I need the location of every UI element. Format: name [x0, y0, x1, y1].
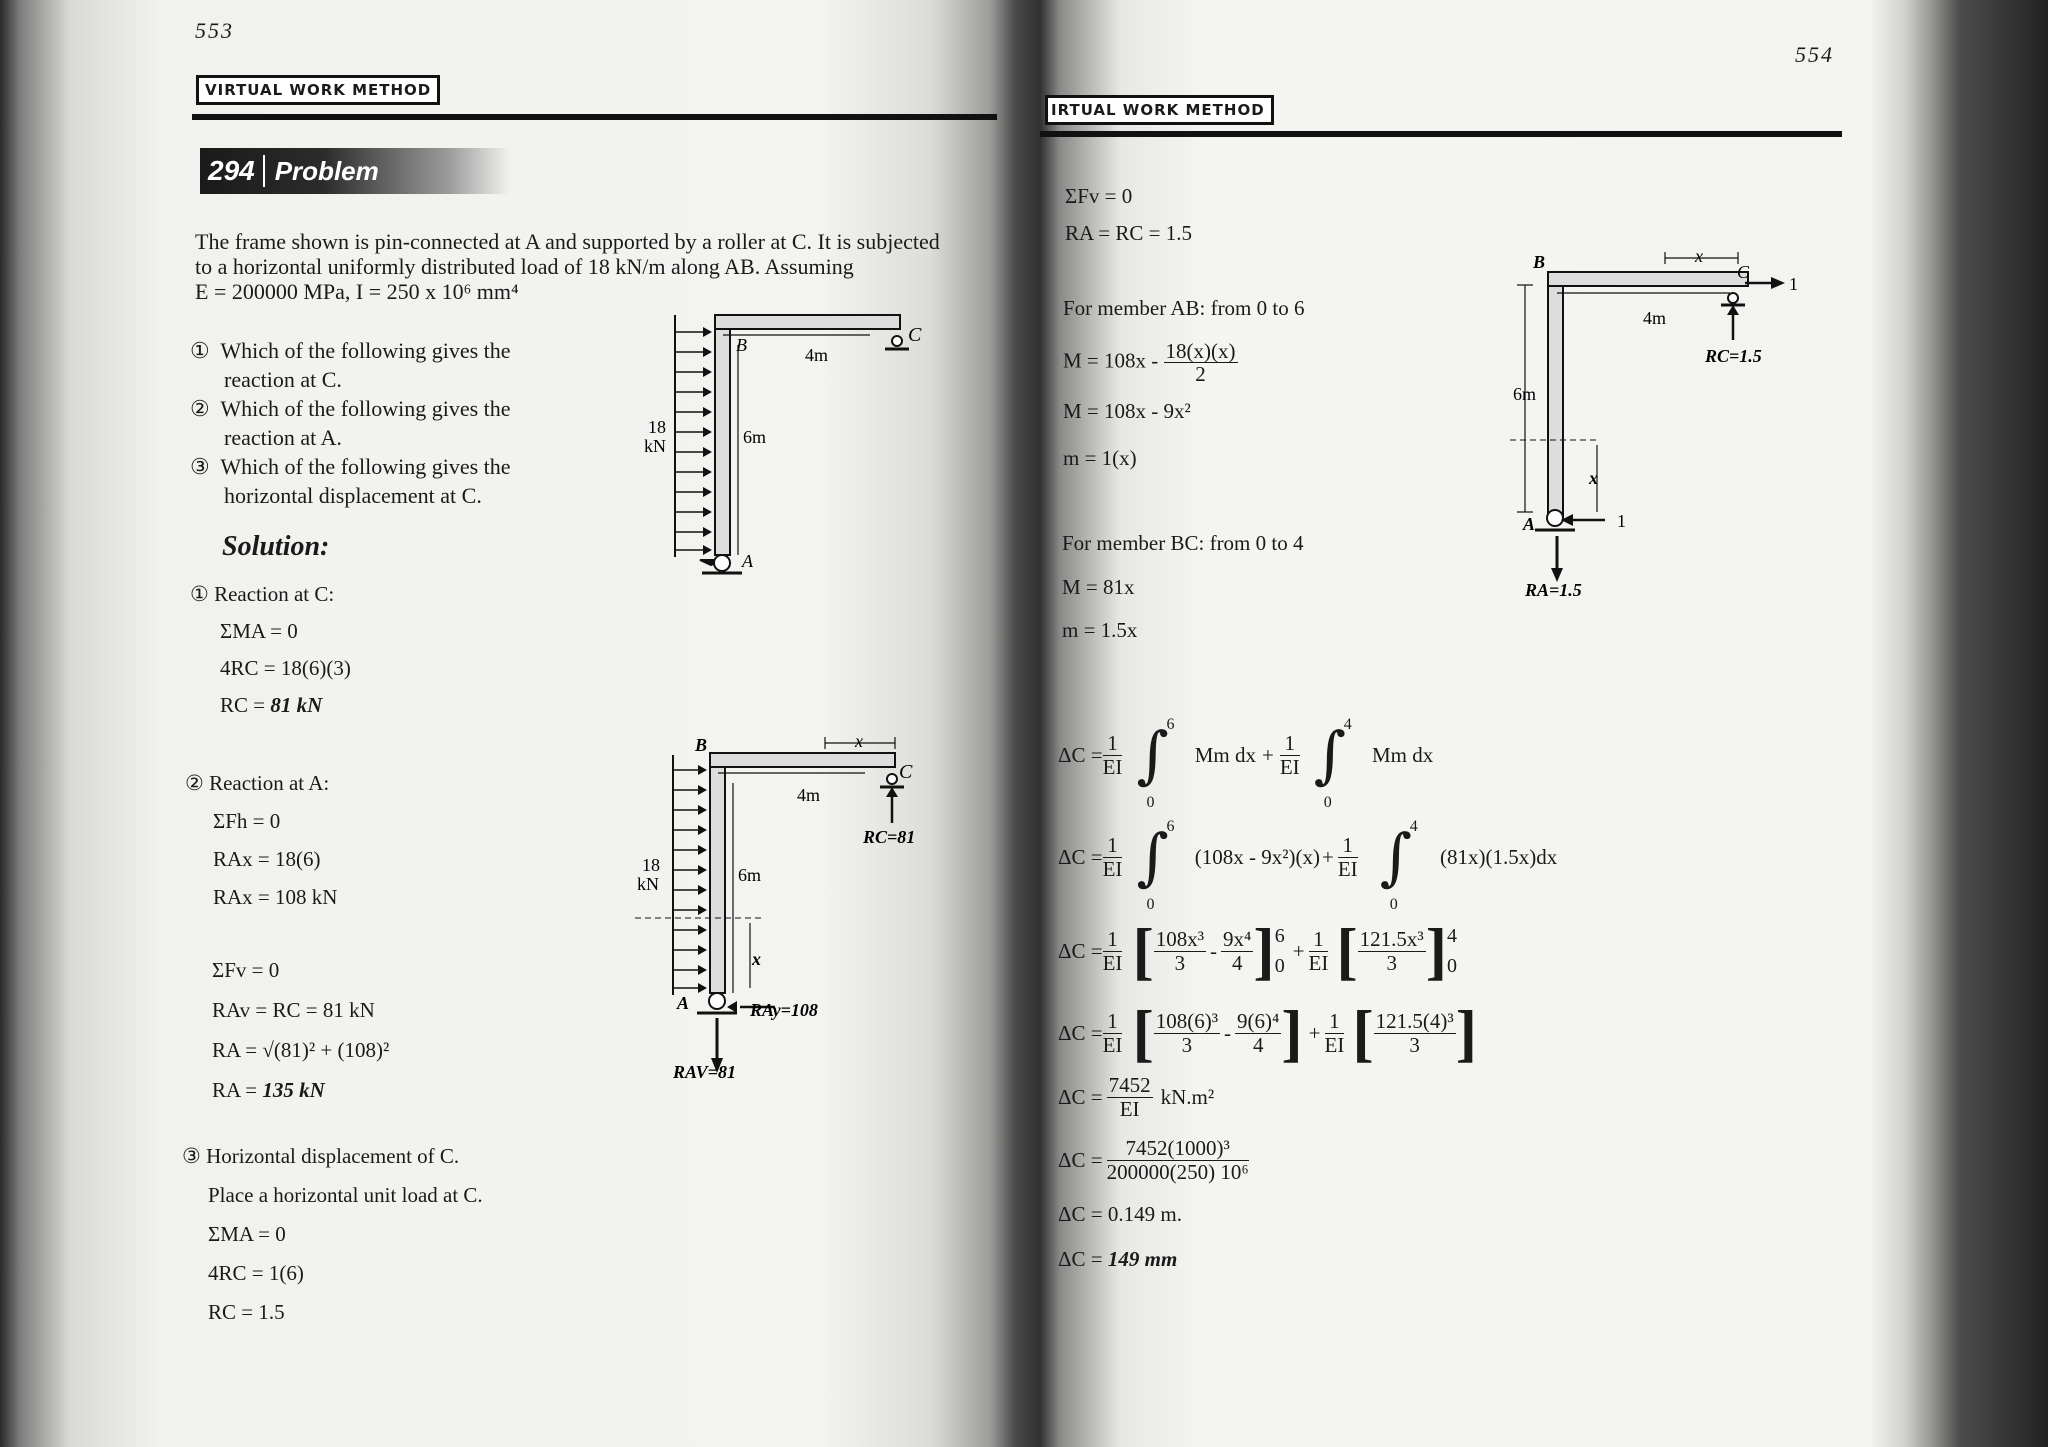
udl-arrows	[675, 332, 710, 550]
dim-width: 4m	[805, 345, 829, 365]
frac-num: 108(6)³	[1155, 1009, 1219, 1034]
den-ei: EI	[1102, 856, 1123, 881]
header-rule-right	[1040, 131, 1842, 137]
eq-8	[1058, 1247, 1177, 1272]
part-3-line: Place a horizontal unit load at C.	[208, 1183, 483, 1207]
label-b: B	[695, 735, 708, 755]
frac-den: 3	[1386, 950, 1397, 975]
limit-lower: 0	[1146, 794, 1155, 811]
dim-width: 4m	[797, 785, 821, 805]
page-number-right: 554	[1795, 42, 1834, 67]
equation-line: RA = RC = 1.5	[1065, 221, 1192, 245]
page-number-left: 553	[195, 18, 234, 43]
dim-x-vertical: x	[752, 949, 761, 969]
dim-width: 4m	[1643, 308, 1667, 328]
label-a: A	[1523, 514, 1536, 534]
label-c: C	[1737, 262, 1750, 282]
num-one: 1	[1103, 928, 1123, 951]
delta-c: ΔC =	[1058, 1084, 1103, 1109]
header-rule-left	[192, 114, 997, 120]
limit-upper: 6	[1166, 716, 1175, 733]
minus-sign: -	[1210, 938, 1218, 963]
chapter-header-right: IRTUAL WORK METHOD	[1045, 95, 1274, 125]
plus-sign: +	[1292, 938, 1305, 963]
eq-7: ΔC = 0.149 m.	[1058, 1202, 1182, 1226]
reaction-rc: RC=81	[863, 827, 916, 847]
eq-8-prefix: ΔC =	[1058, 1247, 1108, 1271]
num-one: 1	[1103, 834, 1123, 857]
frac-num: 7452	[1108, 1073, 1151, 1098]
frac-den: 3	[1181, 1032, 1193, 1057]
den-ei: EI	[1324, 1032, 1345, 1057]
part-2-line: RAv = RC = 81 kN	[212, 998, 375, 1022]
equation-line: ΣFv = 0	[1065, 184, 1133, 208]
limit-lower: 0	[1146, 896, 1155, 913]
question-marker: ②	[190, 396, 210, 421]
moment-prefix: M = 108x -	[1063, 348, 1159, 373]
dim-height: 6m	[743, 427, 767, 447]
integrand-2: (81x)(1.5x)dx	[1440, 844, 1558, 869]
plus-sign: +	[1322, 844, 1334, 869]
dim-x: x	[855, 733, 863, 751]
statement-line-3: E = 200000 MPa, I = 250 x 10⁶ mm⁴	[195, 279, 519, 304]
label-b: B	[1533, 252, 1546, 272]
frac-num: 7452(1000)³	[1107, 1137, 1249, 1160]
load-value: 18	[642, 855, 660, 875]
eq-2	[1058, 812, 1558, 913]
part-1-answer: 81 kN	[270, 693, 323, 717]
frac-den: 3	[1174, 950, 1186, 975]
num-one: 1	[1103, 732, 1123, 755]
problem-banner	[200, 148, 510, 194]
delta-c: ΔC =	[1058, 844, 1103, 869]
limit-upper: 4	[1447, 925, 1458, 947]
frame-figure-2	[625, 733, 945, 1093]
moment-num: 18(x)(x)	[1165, 339, 1236, 363]
part-2-line: ΣFh = 0	[213, 809, 281, 833]
frac-num: 9(6)⁴	[1237, 1009, 1280, 1034]
problem-number: 294	[200, 155, 265, 187]
load-unit: kN	[644, 436, 666, 456]
part-3-line: RC = 1.5	[208, 1300, 285, 1324]
limit-upper: 4	[1409, 818, 1418, 835]
plus-sign: +	[1308, 1020, 1321, 1045]
final-answer: 149 mm	[1107, 1247, 1178, 1271]
label-b: B	[736, 335, 747, 355]
num-one: 1	[1325, 1010, 1345, 1033]
integral-sign: ∫	[1136, 820, 1169, 893]
member-ab-m: m = 1(x)	[1063, 446, 1137, 470]
member-ab	[715, 315, 730, 555]
member-bc-title: For member BC: from 0 to 4	[1062, 531, 1304, 555]
unit-load-c: 1	[1789, 274, 1798, 294]
chapter-header-left: VIRTUAL WORK METHOD	[196, 75, 440, 105]
frac-num: 121.5x³	[1359, 927, 1424, 952]
load-unit: kN	[637, 874, 659, 894]
part-3	[182, 1137, 483, 1332]
integrand-1: (108x - 9x²)(x)	[1194, 844, 1321, 869]
part-2-line: RA = √(81)² + (108)²	[212, 1038, 390, 1062]
den-ei: EI	[1337, 856, 1358, 881]
den-ei: EI	[1102, 950, 1123, 975]
statement-line-1: The frame shown is pin-connected at A and supported by a roller at C. It is subjected	[195, 229, 940, 254]
frame-figure-3	[1505, 250, 1805, 610]
part-2	[185, 764, 337, 916]
part-2-title: ② Reaction at A:	[185, 771, 330, 795]
part-1-title: ① Reaction at C:	[190, 582, 335, 606]
question-1	[190, 336, 511, 394]
solution-title: Solution:	[222, 531, 330, 562]
problem-word: Problem	[274, 155, 379, 186]
part-2-line: RAx = 108 kN	[213, 885, 338, 909]
question-marker: ①	[190, 338, 210, 363]
integral-sign: ∫	[1136, 718, 1169, 791]
eq-6	[1058, 1133, 1249, 1187]
member-bc	[715, 315, 900, 329]
unit: kN.m²	[1160, 1084, 1215, 1109]
part-3-title: ③ Horizontal displacement of C.	[182, 1144, 460, 1168]
part-3-line: 4RC = 1(6)	[208, 1261, 304, 1285]
limit-upper: 4	[1343, 716, 1352, 733]
frac-den: 200000(250) 10⁶	[1106, 1159, 1249, 1184]
dim-x-side: x	[1589, 468, 1598, 488]
frac-den: 3	[1409, 1032, 1420, 1057]
integral-sign: ∫	[1313, 718, 1346, 791]
label-c: C	[899, 761, 913, 783]
part-1	[190, 576, 351, 724]
part-2-answer: 135 kN	[262, 1078, 325, 1102]
reaction-ra: RA=1.5	[1525, 580, 1582, 600]
reaction-rc: RC=1.5	[1705, 346, 1762, 366]
right-top-lines	[1065, 178, 1192, 252]
den-ei: EI	[1279, 754, 1300, 779]
question-3	[190, 452, 511, 510]
delta-c: ΔC =	[1058, 742, 1103, 767]
part-1-line: RC =	[220, 693, 271, 717]
statement-line-2: to a horizontal uniformly distributed load of 18 kN/m along AB. Assuming	[195, 254, 854, 279]
question-text-cont: horizontal displacement at C.	[224, 483, 482, 508]
limit-lower: 0	[1389, 896, 1398, 913]
part-1-line: 4RC = 18(6)(3)	[220, 656, 351, 680]
reaction-ray: RAy=108	[750, 1000, 818, 1020]
frac-den: EI	[1119, 1096, 1140, 1121]
question-list	[190, 336, 511, 510]
integral-sign: ∫	[1379, 820, 1412, 893]
frac-den: 4	[1252, 1032, 1264, 1057]
part-2-line: ΣFv = 0	[212, 958, 280, 982]
minus-sign: -	[1224, 1020, 1232, 1045]
plus-sign: +	[1262, 742, 1274, 767]
question-text: Which of the following gives the	[220, 396, 511, 421]
part-2b	[212, 950, 389, 1110]
num-one: 1	[1338, 834, 1358, 857]
delta-c: ΔC =	[1058, 1147, 1103, 1172]
delta-c: ΔC =	[1058, 938, 1103, 963]
label-a: A	[742, 551, 753, 571]
num-one: 1	[1280, 732, 1300, 755]
limit-lower: 0	[1447, 955, 1458, 977]
question-text: Which of the following gives the	[220, 454, 511, 479]
limit-lower: 0	[1274, 955, 1285, 977]
label-a: A	[677, 993, 690, 1013]
member-ab-moment	[1063, 340, 1238, 385]
integrand-2: Mm dx	[1372, 742, 1434, 767]
dim-height: 6m	[1513, 384, 1537, 404]
problem-statement	[195, 229, 940, 304]
unit-load-a: 1	[1617, 511, 1626, 531]
question-text: Which of the following gives the	[220, 338, 511, 363]
limit-lower: 0	[1323, 794, 1332, 811]
frac-num: 9x⁴	[1223, 927, 1252, 952]
integrand-1: Mm dx	[1194, 742, 1257, 767]
den-ei: EI	[1308, 950, 1329, 975]
part-2-line: RAx = 18(6)	[213, 847, 321, 871]
delta-c: ΔC =	[1058, 1020, 1103, 1045]
load-value: 18	[648, 417, 666, 437]
den-ei: EI	[1102, 1032, 1123, 1057]
label-c: C	[908, 324, 922, 346]
num-one: 1	[1309, 928, 1329, 951]
eq-4: ΔC = $\frac{1}{EI}$ [ $\frac{\text{108(6)³}}{3}$ - $\frac{\text{9(6)⁴}}{4}$ ] + $\frac{1}{EI}$ [ $\frac{\text{121.5(4)³}}{3}$ ]	[1058, 997, 1478, 1068]
part-1-line: ΣMA = 0	[220, 619, 298, 643]
member-ab-title: For member AB: from 0 to 6	[1063, 296, 1305, 320]
member-ab-moment-2: M = 108x - 9x²	[1063, 399, 1191, 423]
member-bc-moment: M = 81x	[1062, 575, 1135, 599]
frac-den: 4	[1231, 950, 1243, 975]
frac-num: 108x³	[1155, 927, 1205, 952]
question-text-cont: reaction at C.	[224, 367, 342, 392]
eq-1	[1058, 710, 1434, 811]
dim-x-top: x	[1695, 250, 1703, 266]
limit-upper: 6	[1274, 925, 1285, 947]
frame-figure-1	[640, 305, 940, 595]
eq-3: ΔC = $\frac{1}{EI}$ [ $\frac{\text{108x³}}{3}$ - $\frac{\text{9x⁴}}{4}$ ] 6 0 + $\frac{1}{EI}$ [ $\frac{\text{121.5x³}}{3}$ ] 4 0	[1058, 915, 1458, 986]
frac-num: 121.5(4)³	[1375, 1009, 1454, 1034]
question-2	[190, 394, 511, 452]
part-2-line: RA =	[212, 1078, 263, 1102]
question-text-cont: reaction at A.	[224, 425, 342, 450]
num-one: 1	[1103, 1010, 1123, 1033]
dim-height: 6m	[738, 865, 762, 885]
den-ei: EI	[1102, 754, 1123, 779]
limit-upper: 6	[1166, 818, 1175, 835]
question-marker: ③	[190, 454, 210, 479]
eq-5	[1058, 1072, 1214, 1122]
member-bc-m: m = 1.5x	[1062, 618, 1138, 642]
part-3-line: ΣMA = 0	[208, 1222, 286, 1246]
udl-arrowheads	[703, 327, 712, 555]
moment-den: 2	[1195, 362, 1206, 387]
reaction-rav: RAV=81	[673, 1062, 736, 1082]
